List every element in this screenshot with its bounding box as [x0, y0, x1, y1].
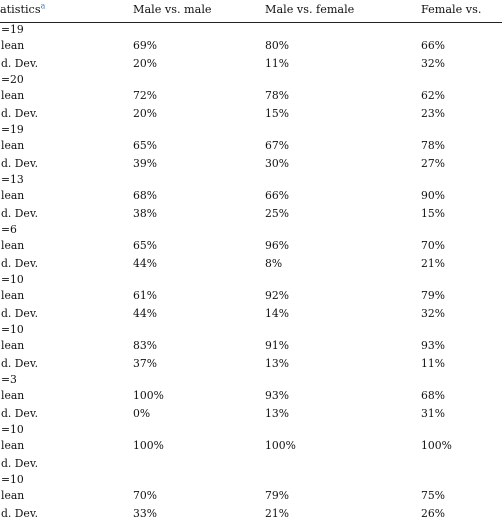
- group-n-label: =19: [1, 123, 24, 136]
- value-cell: 26%: [421, 507, 445, 520]
- group-n-label: =13: [1, 173, 24, 186]
- table-row: [0, 37, 502, 55]
- header-male-vs-female: Male vs. female: [265, 3, 355, 16]
- row-label: lean: [1, 389, 25, 402]
- value-cell: 100%: [133, 389, 164, 402]
- table-row: [0, 405, 502, 423]
- row-label: lean: [1, 289, 25, 302]
- value-cell: 100%: [265, 439, 296, 452]
- value-cell: 67%: [265, 139, 289, 152]
- value-cell: 39%: [133, 157, 157, 170]
- group-row: [0, 173, 502, 187]
- value-cell: 25%: [265, 207, 289, 220]
- value-cell: 62%: [421, 89, 445, 102]
- group-n-label: =6: [1, 223, 17, 236]
- row-label: d. Dev.: [1, 507, 39, 520]
- value-cell: 79%: [421, 289, 445, 302]
- row-label: d. Dev.: [1, 107, 39, 120]
- table-header-row: [0, 0, 502, 23]
- table-row: [0, 305, 502, 323]
- group-n-label: =3: [1, 373, 17, 386]
- value-cell: 83%: [133, 339, 157, 352]
- header-statistics-label: atistics: [0, 3, 41, 16]
- value-cell: 80%: [265, 39, 289, 52]
- table-row: [0, 55, 502, 73]
- value-cell: 79%: [265, 489, 289, 502]
- row-label: d. Dev.: [1, 157, 39, 170]
- table-body: [0, 23, 502, 523]
- group-row: [0, 23, 502, 37]
- group-row: [0, 373, 502, 387]
- value-cell: 75%: [421, 489, 445, 502]
- row-label: d. Dev.: [1, 407, 39, 420]
- table-row: [0, 255, 502, 273]
- group-row: [0, 123, 502, 137]
- group-row: [0, 473, 502, 487]
- row-label: lean: [1, 239, 25, 252]
- group-row: [0, 73, 502, 87]
- group-n-label: =20: [1, 73, 24, 86]
- group-row: [0, 273, 502, 287]
- table-row: [0, 87, 502, 105]
- value-cell: 72%: [133, 89, 157, 102]
- value-cell: 70%: [133, 489, 157, 502]
- row-label: lean: [1, 139, 25, 152]
- value-cell: 93%: [421, 339, 445, 352]
- header-male-vs-male: Male vs. male: [133, 3, 212, 16]
- value-cell: 93%: [265, 389, 289, 402]
- table-row: [0, 355, 502, 373]
- value-cell: 20%: [133, 57, 157, 70]
- row-label: d. Dev.: [1, 357, 39, 370]
- value-cell: 13%: [265, 357, 289, 370]
- value-cell: 37%: [133, 357, 157, 370]
- group-n-label: =10: [1, 273, 24, 286]
- value-cell: 32%: [421, 57, 445, 70]
- table-row: [0, 337, 502, 355]
- value-cell: 61%: [133, 289, 157, 302]
- value-cell: 66%: [265, 189, 289, 202]
- group-row: [0, 323, 502, 337]
- row-label: d. Dev.: [1, 207, 39, 220]
- group-row: [0, 223, 502, 237]
- value-cell: 0%: [133, 407, 151, 420]
- table-row: [0, 455, 502, 473]
- value-cell: 44%: [133, 307, 157, 320]
- group-n-label: =10: [1, 423, 24, 436]
- value-cell: 20%: [133, 107, 157, 120]
- value-cell: 21%: [265, 507, 289, 520]
- value-cell: 68%: [133, 189, 157, 202]
- row-label: lean: [1, 89, 25, 102]
- table-row: [0, 187, 502, 205]
- header-female-vs: Female vs.: [421, 3, 482, 16]
- value-cell: 78%: [265, 89, 289, 102]
- table-row: [0, 437, 502, 455]
- value-cell: 14%: [265, 307, 289, 320]
- value-cell: 44%: [133, 257, 157, 270]
- value-cell: 90%: [421, 189, 445, 202]
- value-cell: 69%: [133, 39, 157, 52]
- row-label: lean: [1, 489, 25, 502]
- table-row: [0, 287, 502, 305]
- row-label: d. Dev.: [1, 457, 39, 470]
- group-n-label: =10: [1, 323, 24, 336]
- value-cell: 38%: [133, 207, 157, 220]
- value-cell: 100%: [133, 439, 164, 452]
- table-row: [0, 237, 502, 255]
- value-cell: 27%: [421, 157, 445, 170]
- value-cell: 11%: [265, 57, 289, 70]
- value-cell: 66%: [421, 39, 445, 52]
- header-statistics: [0, 0, 45, 19]
- value-cell: 30%: [265, 157, 289, 170]
- row-label: lean: [1, 189, 25, 202]
- value-cell: 8%: [265, 257, 283, 270]
- value-cell: 96%: [265, 239, 289, 252]
- table-row: [0, 155, 502, 173]
- value-cell: 91%: [265, 339, 289, 352]
- value-cell: 11%: [421, 357, 445, 370]
- value-cell: 23%: [421, 107, 445, 120]
- header-footnote-marker[interactable]: a: [40, 1, 46, 11]
- value-cell: 33%: [133, 507, 157, 520]
- value-cell: 31%: [421, 407, 445, 420]
- row-label: d. Dev.: [1, 257, 39, 270]
- value-cell: 65%: [133, 239, 157, 252]
- row-label: d. Dev.: [1, 307, 39, 320]
- row-label: lean: [1, 439, 25, 452]
- group-row: [0, 423, 502, 437]
- table-row: [0, 505, 502, 523]
- table-row: [0, 105, 502, 123]
- table-row: [0, 387, 502, 405]
- row-label: d. Dev.: [1, 57, 39, 70]
- value-cell: 100%: [421, 439, 452, 452]
- value-cell: 78%: [421, 139, 445, 152]
- value-cell: 65%: [133, 139, 157, 152]
- row-label: lean: [1, 339, 25, 352]
- row-label: lean: [1, 39, 25, 52]
- group-n-label: =10: [1, 473, 24, 486]
- value-cell: 68%: [421, 389, 445, 402]
- group-n-label: =19: [1, 23, 24, 36]
- value-cell: 92%: [265, 289, 289, 302]
- value-cell: 21%: [421, 257, 445, 270]
- value-cell: 70%: [421, 239, 445, 252]
- table-row: [0, 137, 502, 155]
- value-cell: 15%: [265, 107, 289, 120]
- table-row: [0, 487, 502, 505]
- value-cell: 15%: [421, 207, 445, 220]
- value-cell: 13%: [265, 407, 289, 420]
- table-row: [0, 205, 502, 223]
- value-cell: 32%: [421, 307, 445, 320]
